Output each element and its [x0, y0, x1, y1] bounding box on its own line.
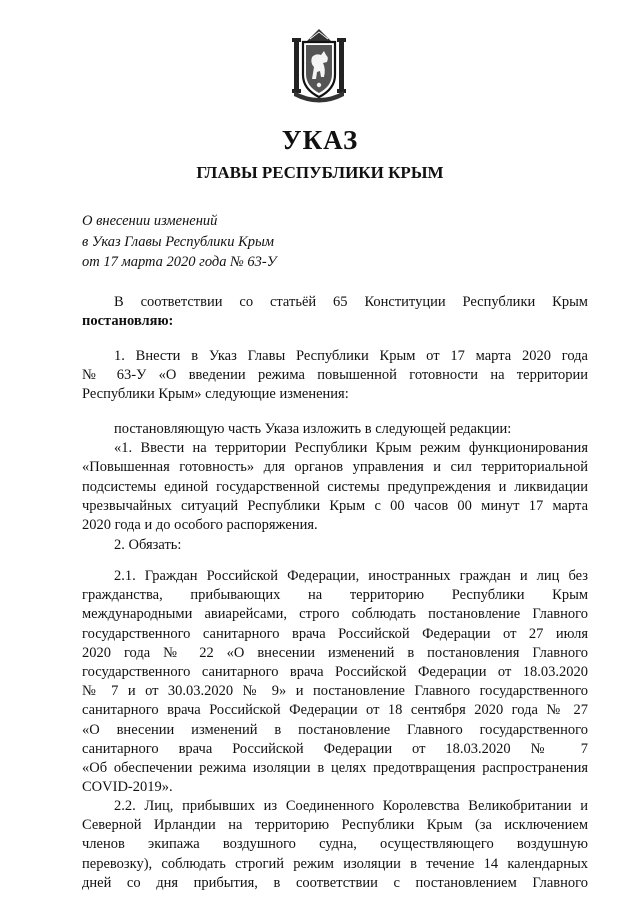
- amendment-line-2: в Указ Главы Республики Крым: [82, 233, 275, 250]
- item-2-2-line-5: дней со дня прибытия, в соответствии с постановлением Главного: [82, 874, 588, 891]
- item-1-sub-line-1: постановляющую часть Указа изложить в следующей редакции:: [114, 421, 512, 437]
- item-2-1-line-8: санитарного врача Российской Федерации от 18 сентября 2020 года № 27: [82, 702, 588, 719]
- item-1-sub-line-2: «1. Ввести на территории Республики Крым режим функционирования: [114, 440, 588, 457]
- item-2-1-line-6: государственного санитарного врача Российской Федерации от 18.03.2020: [82, 664, 588, 681]
- item-2-2-line-2: Северной Ирландии на территорию Республики Крым (за исключением: [82, 817, 588, 834]
- item-1-sub-line-3: «Повышенная готовность» для органов управления и сил территориальной: [82, 459, 588, 476]
- item-2-1-line-10: санитарного врача Российской Федерации от 18.03.2020 № 7: [82, 740, 588, 757]
- item-2-1-line-9: «О внесении изменений в постановление Главного государственного: [82, 721, 588, 738]
- decree-subtitle: ГЛАВЫ РЕСПУБЛИКИ КРЫМ: [196, 163, 444, 182]
- item-2-2-line-3: членов экипажа воздушного судна, осуществляющего воздушную: [82, 836, 588, 853]
- item-2-paragraph: [82, 536, 588, 555]
- amendment-line-3: от 17 марта 2020 года № 63-У: [82, 254, 277, 270]
- item-2-2-paragraph: [82, 797, 588, 893]
- coat-of-arms-emblem: [288, 27, 350, 103]
- item-2-1-line-4: государственного санитарного врача Российской Федерации от 27 июля: [82, 625, 588, 642]
- item-1-sub-line-4: подсистемы единой государственной системы предупреждения и ликвидации: [82, 478, 588, 495]
- item-2-1-line-2: гражданства, прибывающих на территорию Республики Крым: [82, 587, 588, 604]
- item-2-2-line-1: 2.2. Лиц, прибывших из Соединенного Королевства Великобритании и: [114, 798, 588, 814]
- amendment-line-1: О внесении изменений: [82, 213, 218, 229]
- item-2-line-1: 2. Обязать:: [114, 537, 182, 553]
- item-2-1-line-1: 2.1. Граждан Российской Федерации, иностранных граждан и лиц без: [114, 568, 588, 584]
- item-2-1-line-5: 2020 года № 22 «О внесении изменений в постановления Главного: [82, 644, 588, 661]
- item-2-1-line-3: международными авиарейсами, строго соблюдать постановление Главного: [82, 606, 588, 623]
- item-1-line-2: № 63-У «О введении режима повышенной готовности на территории: [82, 367, 588, 384]
- item-1-sub-line-5: чрезвычайных ситуаций Республики Крым с 00 часов 00 минут 17 марта: [82, 497, 588, 514]
- item-1-sub-line-6: 2020 года и до особого распоряжения.: [82, 517, 318, 534]
- item-2-1-line-12: COVID-2019».: [82, 779, 173, 796]
- item-2-1-line-11: «Об обеспечении режима изоляции в целях предотвращения распространения: [82, 760, 588, 777]
- item-2-1-paragraph: [82, 567, 588, 797]
- preamble-paragraph: [82, 293, 588, 331]
- item-1-new-wording: [82, 420, 588, 535]
- item-1-paragraph: [82, 347, 588, 405]
- preamble-line-1: В соответствии со статьёй 65 Конституции Республики Крым: [114, 294, 588, 310]
- item-1-line-3: Республики Крым» следующие изменения:: [82, 386, 349, 403]
- amendment-heading: [82, 211, 277, 273]
- item-1-line-1: 1. Внести в Указ Главы Республики Крым от 17 марта 2020 года: [114, 348, 588, 364]
- item-2-1-line-7: № 7 и от 30.03.2020 № 9» и постановление Главного государственного: [82, 683, 588, 700]
- item-2-2-line-4: перевозку), соблюдать строгий режим изоляции в течение 14 календарных: [82, 855, 588, 872]
- preamble-resolve-word: постановляю:: [82, 313, 174, 330]
- decree-title: УКАЗ: [281, 125, 359, 155]
